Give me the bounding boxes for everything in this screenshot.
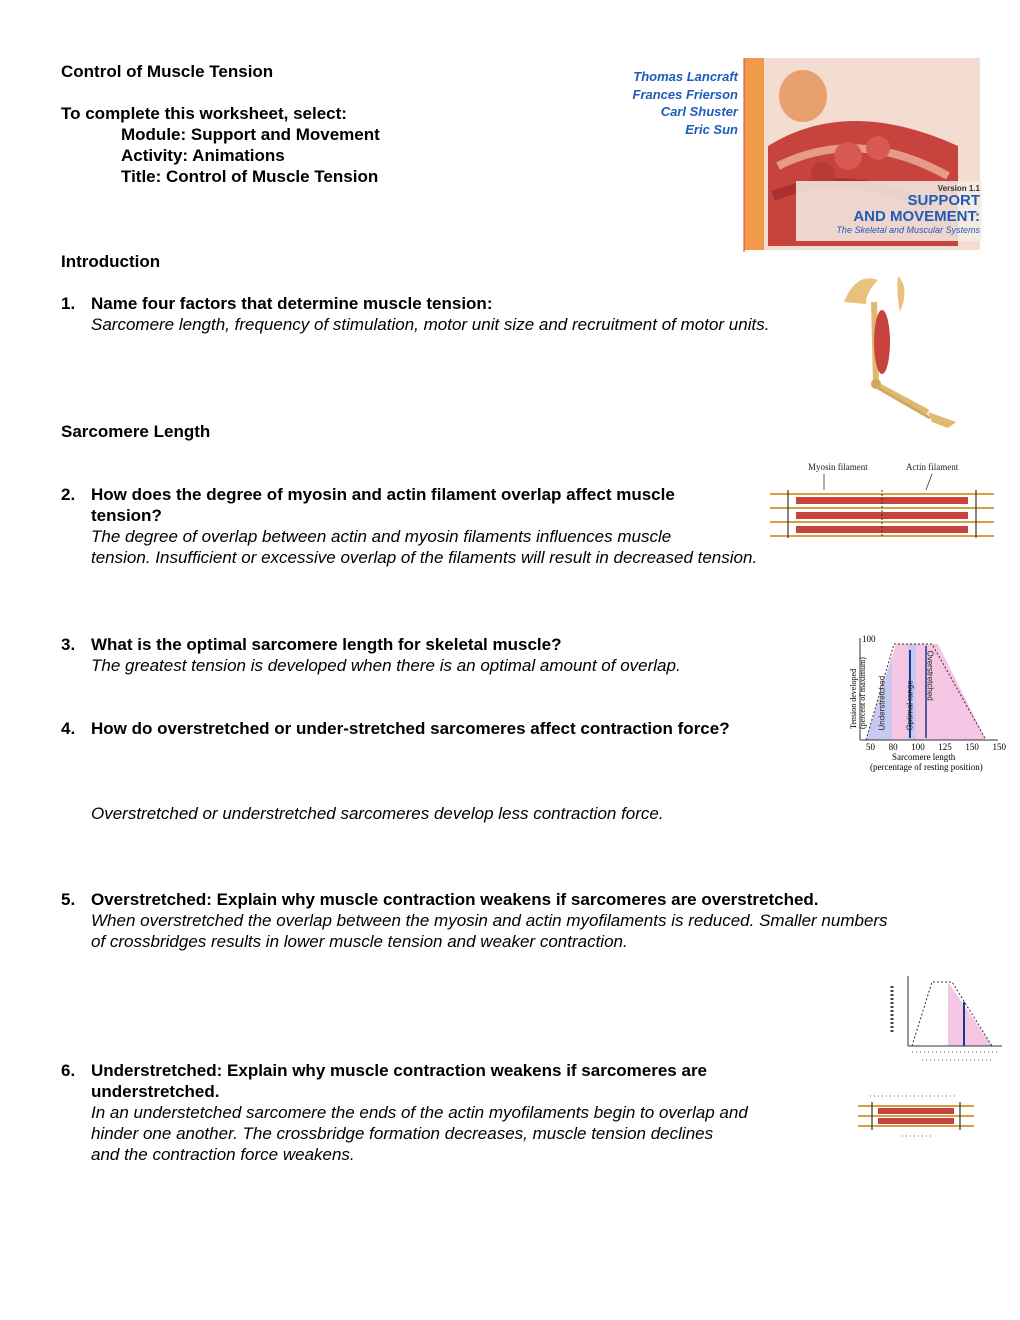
section-sarcomere-length: Sarcomere Length [61,422,211,441]
myosin-label: Myosin filament [808,462,868,472]
answer-2-line-1: The degree of overlap between actin and myosin filaments influences muscle [91,527,672,546]
answer-6-line-3: and the contraction force weakens. [91,1145,355,1164]
filament-overlap-diagram [766,462,998,540]
answer-5-line-1: When overstretched the overlap between the myosin and actin myofilaments is reduced. Smaller numbers [91,911,888,930]
answer-4: Overstretched or understretched sarcomeres develop less contraction force. [91,804,664,823]
answer-2-line-2: tension. Insufficient or excessive overlap of the filaments will result in decreased tension. [91,548,758,567]
length-tension-graph [822,630,1012,776]
activity-line: Activity: Animations [121,146,285,165]
question-number: 2. [61,485,76,504]
graph-xtick: 150 [965,742,979,752]
graph-ylabel: Tension developed (percent of maximum) [849,657,867,729]
cover-author: Eric Sun [685,121,738,137]
question-number: 5. [61,890,76,909]
title-line: Title: Control of Muscle Tension [121,167,379,186]
section-introduction: Introduction [61,252,161,271]
module-line: Module: Support and Movement [121,125,380,144]
question-2-line-2: tension? [91,506,162,525]
question-2-line-1: How does the degree of myosin and actin filament overlap affect muscle [91,485,675,504]
graph-xtick: 50 [866,742,875,752]
answer-5-line-2: of crossbridges results in lower muscle tension and weaker contraction. [91,932,628,951]
region-understretched: Understretched [877,675,887,731]
cover-author: Carl Shuster [660,104,738,119]
worksheet-title: Control of Muscle Tension [61,62,274,81]
question-1: Name four factors that determine muscle tension: [91,294,493,313]
instructions: To complete this worksheet, select: [61,104,347,123]
graph-ytick: 100 [862,634,876,644]
region-overstretched: Overstretched [925,650,935,701]
graph-xlabel: Sarcomere length [892,752,956,762]
question-number: 1. [61,294,76,313]
question-number: 4. [61,719,76,738]
graph-xtick: 100 [911,742,925,752]
arm-illustration [836,272,966,432]
cover-author: Thomas Lancraft [633,69,738,84]
graph-xtick: 150 [992,742,1006,752]
answer-1: Sarcomere length, frequency of stimulation, motor unit size and recruitment of motor units. [91,315,770,334]
graph-xlabel-sub: (percentage of resting position) [870,762,983,772]
answer-6-line-2: hinder one another. The crossbridge formation decreases, muscle tension declines [91,1124,714,1143]
region-optimal: Optimal range [905,680,915,731]
question-6-line-1: Understretched: Explain why muscle contraction weakens if sarcomeres are [91,1061,708,1080]
overstretched-graph-thumbnail [882,972,1010,1070]
answer-6-line-1: In an understetched sarcomere the ends of the actin myofilaments begin to overlap and [91,1103,748,1122]
cover-title-2: AND MOVEMENT: [853,208,980,225]
cover-image [628,56,988,254]
question-5: Overstretched: Explain why muscle contraction weakens if sarcomeres are overstretched. [91,890,819,909]
cover-subtitle: The Skeletal and Muscular Systems [836,225,980,235]
graph-xtick: 125 [938,742,952,752]
question-6-line-2: understretched. [91,1082,220,1101]
cover-author: Frances Frierson [632,86,738,102]
question-number: 3. [61,635,76,654]
question-4: How do overstretched or under-stretched sarcomeres affect contraction force? [91,719,730,738]
graph-xtick: 80 [888,742,898,752]
question-number: 6. [61,1061,76,1080]
answer-3: The greatest tension is developed when there is an optimal amount of overlap. [91,656,681,675]
actin-label: Actin filament [906,462,959,472]
question-3: What is the optimal sarcomere length for skeletal muscle? [91,635,562,654]
cover-title-1: SUPPORT [907,192,980,209]
cover-version: Version 1.1 [937,184,980,193]
understretched-filament-thumbnail [856,1092,976,1142]
